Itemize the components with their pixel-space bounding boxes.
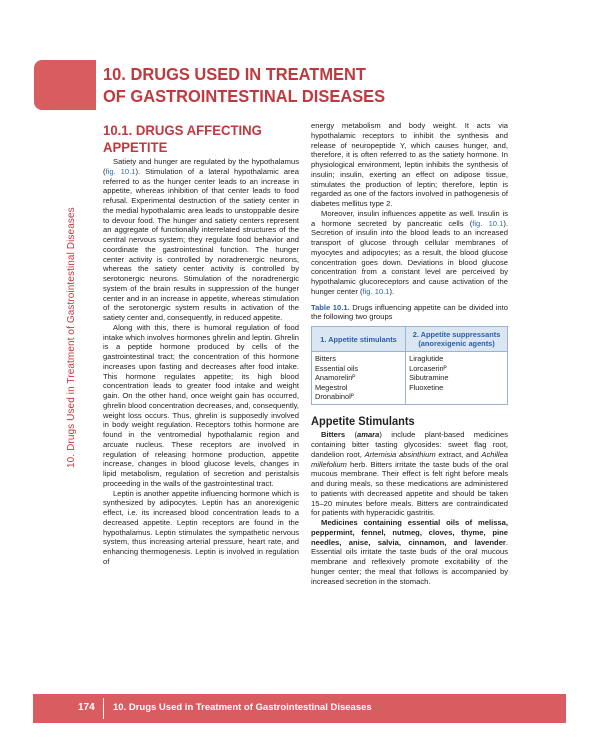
bold-term: Medicines containing essential oils of melissa, peppermint, fennel, nutmeg, cloves, thyme, pine needles, anise, salvia, cinnamon, and lavender [311,518,508,547]
table-header-suppressants: 2. Appetite suppressants (anorexigenic agents) [406,327,508,352]
italic-term: Artemisia absinthium [364,449,436,459]
page-number: 174 [78,702,95,713]
table-caption [311,303,508,323]
text-run: ). Stimulation of a lateral hypothalamic area referred to as the hunger center leads to an increase in appetite, whereas inhibition of that center leads to food refusal. Experimental destruction of the satiety center in the medial hypothalamic area leads to unstoppable desire to devour food. The hunger and satiety centers represent an aggregate of functionally interrelated structures of the central nervous system; they regulate food behavior and coordinate the gastrointestinal function. The hunger center activity is controlled by noradrenergic neurons, whereas the satiety center activity is controlled by serotonergic neurons. Stimulation of the noradrenergic system of the brain results in suppression of the hunger center and in an increase in appetite, whereas stimulation of the serotonergic system results in activation of the satiety center and, consequently, in reduced appetite. [103,166,299,322]
paragraph [311,518,508,586]
text-run: herb. Bitters irritate the taste buds of the oral mucous membrane. Their effect is felt right before meals and during meals, so these medications are administered to patients with decreased appetite and should be taken 15–20 minutes before meals. Bitters are contraindicated for patients with hyperacidic gastritis. [311,459,508,518]
section-title [103,122,291,156]
section-title-line2: APPETITE [103,139,168,155]
paragraph: Along with this, there is humoral regulation of food intake which involves hormones ghrelin and leptin. Ghrelin is a peptide hormone produced by cells of the gastrointestinal tract; the concentration of this hormone increases upon fasting and decreases after food intake. This hormone regulates appetite; its high blood concentration leads to greater food intake and weight gain. On the other hand, once weight gain has occurred, ghrelin blood concentration decreases, and, consequently, weight loss occurs. Thus, ghrelin is supposedly involved in body weight regulation. Receptors tothis hormone are found in the ventromedial hypothalamic region and arcuate nucleus. These receptors are involved in regulation of releasing hormone production, appetite increase, changes in blood glucose levels, changes in lipid metabolism, regulation of secretion and peristalsis proceeding in the walls of the gastrointestinal tract. [103,322,299,488]
page-footer [33,694,566,723]
chapter-tab [34,60,96,110]
paragraph: energy metabolism and body weight. It acts via hypothalamic receptors to inhibit the synthesis and release of neuropeptide Y, which causes hunger, and, therefore, it is often referred to as the satiety hormone. In physiological environment, leptin inhibits the synthesis of insulin; insulin, exerting an effect on adipose tissue, stimulates the production of leptin; therefore, leptin is regarded as one of the factors involved in pathogenesis of diabetes mellitus type 2. [311,121,508,208]
drug-item: Lorcaserinᴾ [409,363,447,373]
text-run: extract, and [435,449,482,459]
text-run: include plant-based medicines containing bitter tasting glycosides: sweet flag root, dandelion root, [311,430,508,459]
figure-link[interactable]: fig. 10.1 [105,166,136,176]
figure-link[interactable]: fig. 10.1 [472,218,504,228]
text-run: Satiety and hunger are regulated by the hypothalamus ( [103,157,299,176]
drugs-table [311,326,508,405]
drug-item: Fluoxetine [409,382,444,392]
bold-term: Bitters [321,430,346,440]
left-column [103,157,299,692]
drug-item: Sibutramine [409,373,449,382]
text-run: Moreover, insulin influences appetite as well. Insulin is a hormone secreted by pancreatic cells ( [311,208,508,228]
paragraph: Bitters (amara) include plant-based medicines containing bitter tasting glycosides: sweet flag root, dandelion root, Artemisia absinthium extract, and Achillea millefolium herb. Bitters irritate the taste buds of the oral mucous membrane. Their effect is felt right before meals and during meals, so these medications are administered to patients with decreased appetite and should be taken 15–20 minutes before meals. Bitters are contraindicated for patients with hyperacidic gastritis. [311,430,508,518]
drug-item: Liraglutide [409,354,444,363]
subsection-title: Appetite Stimulants [311,413,415,428]
drug-item: Dronabinolᴾ [315,392,354,401]
right-column [311,121,508,586]
suppressants-cell [406,352,508,405]
text-run: ). [389,286,395,296]
paragraph [311,209,508,297]
drug-item: Megestrol [315,382,348,392]
chapter-title-line1: 10. DRUGS USED IN TREATMENT [103,64,366,84]
italic-term: Achillea millefolium [311,449,508,469]
table-header-stimulants: 1. Appetite stimulants [312,327,406,352]
section-title-line1: 10.1. DRUGS AFFECTING [103,122,262,138]
figure-link[interactable]: fig. 10.1 [362,286,390,296]
italic-term: amara [356,430,380,440]
footer-running-title: 10. Drugs Used in Treatment of Gastrointestinal Diseases [113,702,372,713]
paragraph: Leptin is another appetite influencing hormone which is synthesized by adipocytes. Leptin has an anorexigenic effect, i.e. its increased blood concentration leads to a decreased appetite. Leptin receptors are found in the hypothalamus. Leptin stimulates the sympathetic nervous system, thus increasing arterial pressure, heart rate, and enhancing thermogenesis. Leptin is involved in regulation of [103,488,299,566]
stimulants-cell [312,352,406,405]
table-label: Table 10.1. [311,302,350,312]
chapter-title-line2: OF GASTROINTESTINAL DISEASES [103,86,386,106]
table-caption-text: Drugs influencing appetite can be divided into the following two groups [311,302,508,322]
chapter-title [103,63,498,107]
paragraph [103,157,299,323]
text-run: ). Secretion of insulin into the blood leads to an increased transport of glucose through cellular membranes of myocytes and adipocytes; as a result, the blood glucose concentration goes down. Deviations in blood glucose concentration from a constant level are perceived by hypothalamic glucoreceptors and cause activation of the hunger center ( [311,218,508,296]
drug-item: Bitters [315,354,336,363]
side-running-head: 10. Drugs Used in Treatment of Gastrointestinal Diseases [66,207,77,468]
drug-item: Anamorelinᴾ [315,373,356,382]
footer-divider [103,698,104,719]
drug-item: Essential oils [315,363,359,373]
text-run: . Essential oils irritate the taste buds of the oral mucous membrane and reflexively promote excitability of the hunger center; the meal that follows is accompanied by increased secretion in the stomach. [311,537,508,586]
